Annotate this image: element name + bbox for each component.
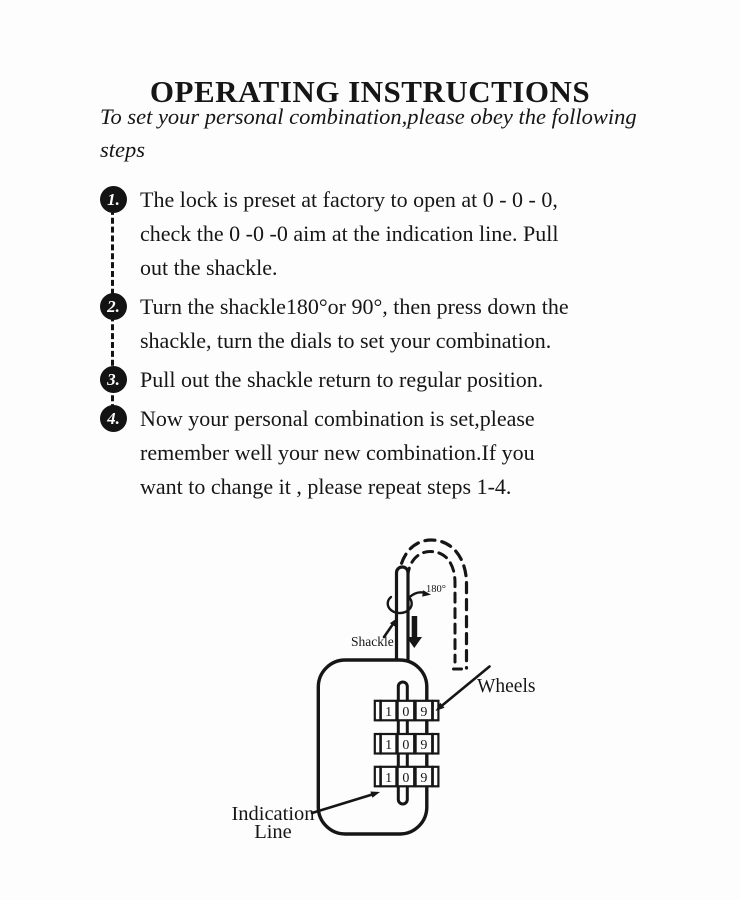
wheel-edge — [433, 701, 439, 721]
indication-line-label: Line — [254, 821, 292, 843]
step-text — [140, 363, 543, 397]
step-line: Turn the shackle180°or 90°, then press down the — [140, 294, 569, 319]
step-text — [140, 290, 569, 358]
step-line: Pull out the shackle return to regular position. — [140, 367, 544, 392]
wheels-label: Wheels — [477, 676, 536, 697]
step-item-3 — [100, 363, 660, 397]
wheel-digit: 9 — [420, 771, 428, 786]
wheel-digit: 9 — [420, 705, 428, 720]
shackle-label: Shackle — [351, 634, 394, 649]
wheel-digit: 9 — [420, 738, 428, 754]
step-number-badge: 2. — [100, 293, 127, 320]
wheel-edge — [375, 701, 381, 721]
rotation-angle-label: 180° — [426, 584, 446, 595]
step-line: remember well your new combination.If you — [140, 440, 535, 465]
subtitle-line-1: To set your personal combination,please obey the following — [100, 104, 637, 129]
step-text — [140, 402, 535, 504]
wheel-edge — [433, 734, 439, 754]
wheel-digit: 0 — [402, 771, 410, 786]
wheel-digit: 1 — [385, 705, 393, 720]
step-line: check the 0 -0 -0 aim at the indication line. Pull — [140, 221, 559, 246]
step-line: The lock is preset at factory to open at 0 - 0 - 0, — [140, 187, 558, 212]
wheel-row — [375, 734, 439, 754]
step-line: want to change it , please repeat steps 1-4. — [140, 474, 512, 499]
press-down-arrow-shaft — [412, 616, 418, 637]
wheel-edge — [433, 767, 439, 787]
step-item-2 — [100, 290, 660, 358]
shackle-post — [397, 567, 409, 670]
step-item-1 — [100, 183, 660, 285]
steps-list — [100, 183, 660, 509]
wheel-row — [375, 767, 439, 787]
wheel-digit: 0 — [402, 738, 410, 754]
wheel-edge — [375, 767, 381, 787]
step-line: Now your personal combination is set,please — [140, 406, 535, 431]
step-number-badge: 4. — [100, 405, 127, 432]
step-line: shackle, turn the dials to set your combination. — [140, 328, 552, 353]
wheel-row — [375, 701, 439, 721]
step-item-4 — [100, 402, 660, 504]
subtitle-line-2: steps — [100, 137, 145, 162]
page-title: OPERATING INSTRUCTIONS — [149, 73, 591, 109]
step-text — [140, 183, 559, 285]
wheel-digit: 1 — [385, 738, 393, 754]
wheel-digit: 0 — [402, 705, 410, 720]
wheel-digit: 1 — [385, 771, 393, 786]
indication-line-label: Indication — [231, 803, 315, 825]
wheel-edge — [375, 734, 381, 754]
step-number-badge: 3. — [100, 366, 127, 393]
step-line: out the shackle. — [140, 255, 278, 280]
step-number-badge: 1. — [100, 186, 127, 213]
